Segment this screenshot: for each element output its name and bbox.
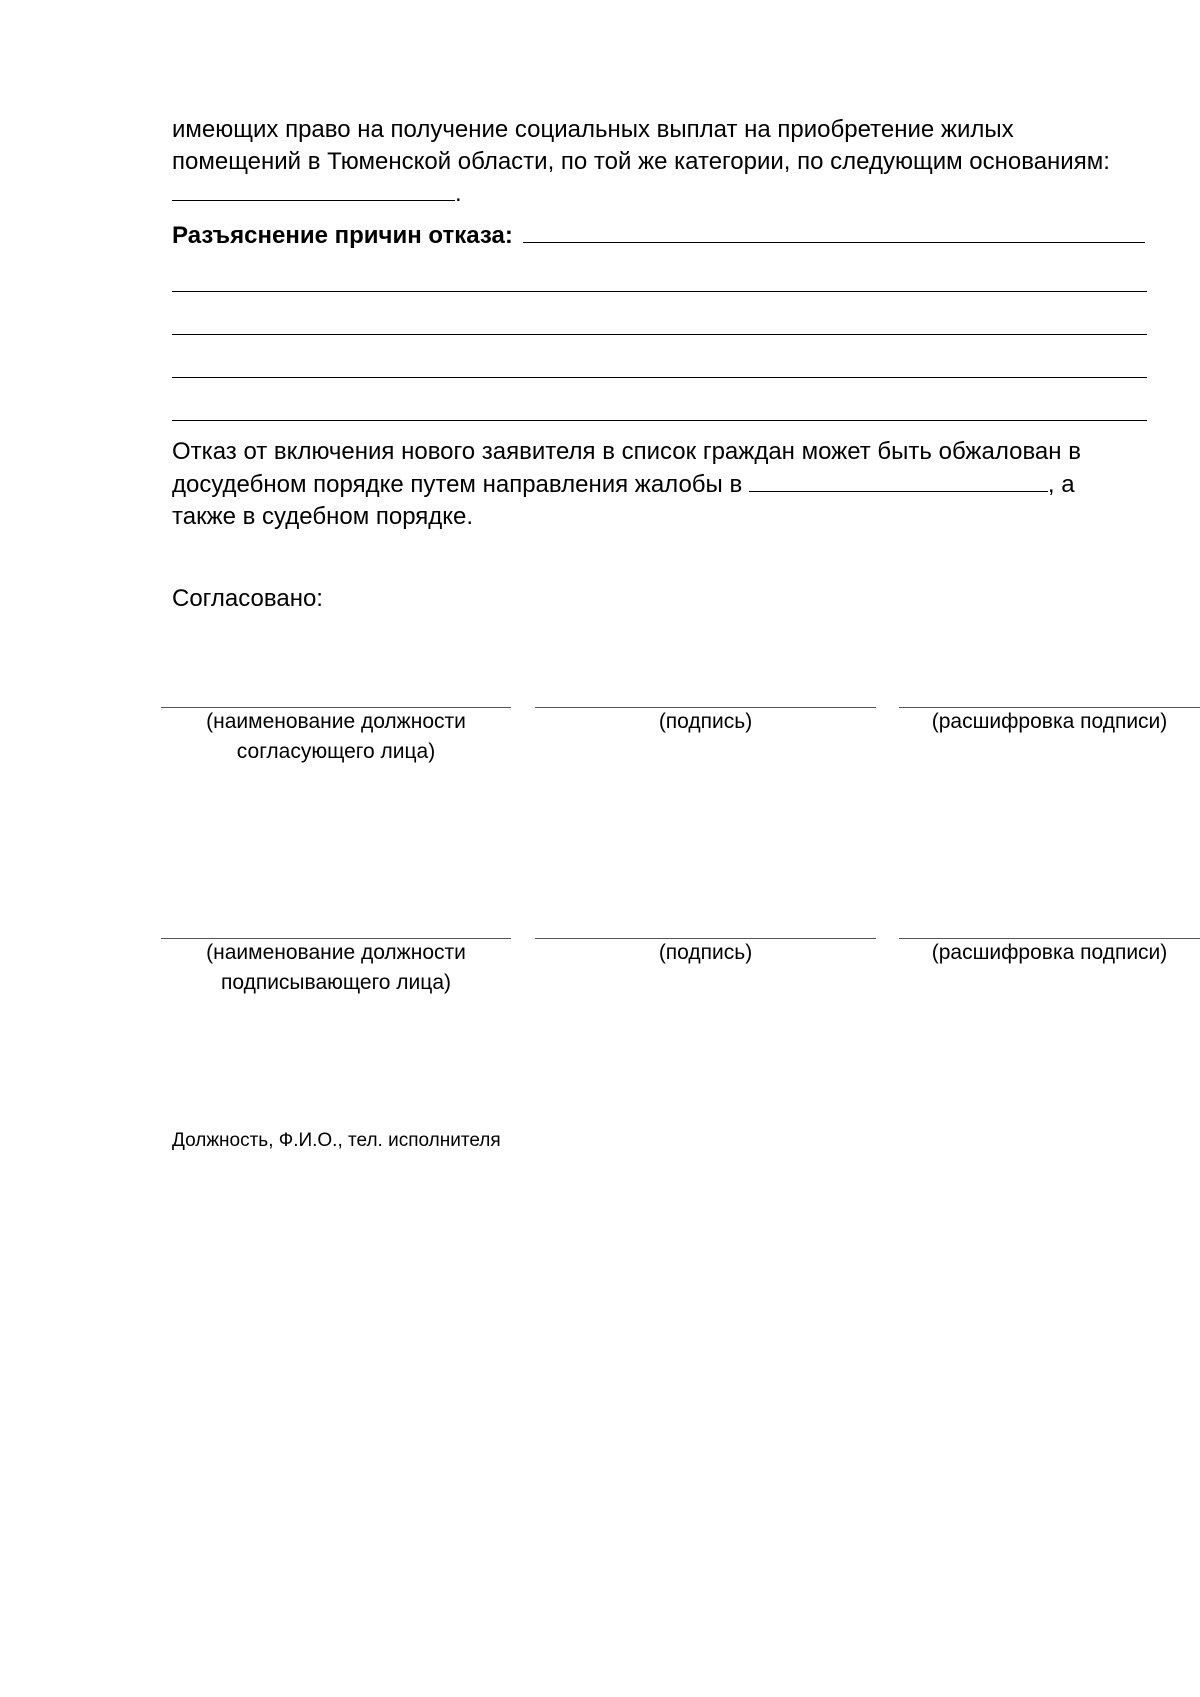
appeal-line2-text: досудебном порядке путем направления жалобы в: [172, 471, 743, 498]
executor-note: Должность, Ф.И.О., тел. исполнителя: [172, 1130, 501, 1151]
agreed-label: Согласовано:: [172, 585, 323, 612]
paragraph1-end-period: .: [455, 180, 462, 207]
signing-position-caption-line2: подписывающего лица): [220, 971, 451, 994]
refusal-reasons-field[interactable]: [523, 220, 1145, 243]
grounds-blank-field[interactable]: [172, 178, 455, 201]
signing-signature-caption: (подпись): [658, 941, 753, 964]
refusal-reasons-line-5[interactable]: [172, 420, 1147, 421]
refusal-reasons-label: Разъяснение причин отказа:: [172, 222, 513, 249]
agreeing-position-caption: [161, 707, 511, 767]
paragraph1-line1: имеющих право на получение социальных выплат на приобретение жилых: [172, 116, 1014, 143]
refusal-reasons-line-4[interactable]: [172, 377, 1147, 378]
paragraph1-line2: помещений в Тюменской области, по той же категории, по следующим основаниям:: [172, 148, 1110, 175]
paragraph1-line3: [172, 178, 462, 210]
appeal-line1: Отказ от включения нового заявителя в список граждан может быть обжалован в: [172, 438, 1081, 465]
agreeing-name-caption: (расшифровка подписи): [931, 710, 1168, 733]
refusal-reasons-row: [172, 220, 1148, 252]
agreeing-position-caption-line1: (наименование должности: [206, 710, 466, 733]
appeal-line3: также в судебном порядке.: [172, 503, 474, 530]
signing-position-caption-line1: (наименование должности: [206, 941, 466, 964]
agreeing-signature-caption: (подпись): [658, 710, 753, 733]
refusal-reasons-line-2[interactable]: [172, 291, 1147, 292]
signing-name-caption: (расшифровка подписи): [931, 941, 1168, 964]
appeal-line2: [172, 469, 1075, 501]
appeal-line2-end: , а: [1047, 471, 1075, 498]
refusal-reasons-line-3[interactable]: [172, 334, 1147, 335]
agreeing-position-caption-line2: согласующего лица): [236, 740, 436, 763]
appeal-authority-field[interactable]: [749, 469, 1048, 492]
signing-position-caption: [161, 938, 511, 998]
